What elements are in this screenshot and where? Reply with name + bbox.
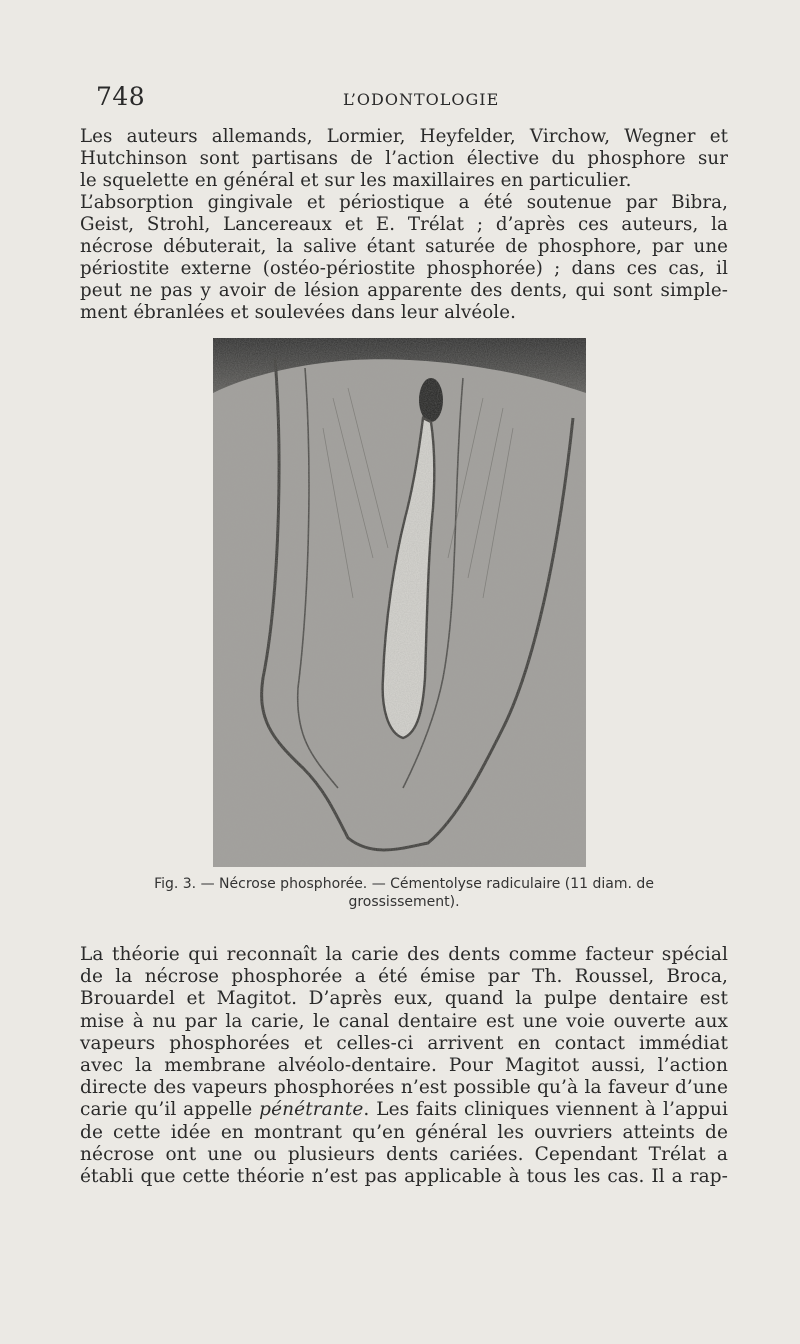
text-fragment: carie qu’il appelle bbox=[80, 1099, 260, 1121]
text-line: établi que cette théorie n’est pas applicable à tous les cas. Il a rap- bbox=[80, 1166, 728, 1188]
running-title: L’ODONTOLOGIE bbox=[343, 90, 500, 109]
figure-caption bbox=[80, 875, 728, 911]
text-line bbox=[80, 1099, 728, 1121]
text-line: directe des vapeurs phosphorées n’est possible qu’à la faveur d’une bbox=[80, 1077, 728, 1099]
text-line: périostite externe (ostéo-périostite phosphorée) ; dans ces cas, il bbox=[80, 258, 728, 279]
paragraph-1 bbox=[80, 126, 728, 324]
text-line: nécrose ont une ou plusieurs dents cariées. Cependant Trélat a bbox=[80, 1143, 728, 1165]
text-line: de cette idée en montrant qu’en général les ouvriers atteints de bbox=[80, 1121, 728, 1143]
italic-term: pénétrante bbox=[259, 1099, 364, 1121]
tooth-section-illustration bbox=[213, 338, 586, 867]
text-line: Geist, Strohl, Lancereaux et E. Trélat ; d’après ces auteurs, la bbox=[80, 214, 728, 235]
text-line: de la nécrose phosphorée a été émise par Th. Roussel, Broca, bbox=[80, 966, 728, 988]
caption-line: grossissement). bbox=[348, 894, 460, 910]
text-line: mise à nu par la carie, le canal dentaire est une voie ouverte aux bbox=[80, 1010, 728, 1032]
page-number: 748 bbox=[96, 82, 146, 111]
text-line: ment ébranlées et soulevées dans leur alvéole. bbox=[80, 302, 516, 323]
paragraph-2 bbox=[80, 944, 728, 1188]
text-line: Hutchinson sont partisans de l’action élective du phosphore sur bbox=[80, 148, 728, 169]
caption-line: Fig. 3. — Nécrose phosphorée. — Cémentolyse radiculaire (11 diam. de bbox=[154, 876, 654, 892]
text-line: Les auteurs allemands, Lormier, Heyfelder, Virchow, Wegner et bbox=[80, 126, 728, 147]
micrograph-figure bbox=[213, 338, 586, 867]
text-fragment: . Les faits cliniques viennent à l’appui bbox=[363, 1099, 728, 1121]
text-line: avec la membrane alvéolo-dentaire. Pour Magitot aussi, l’action bbox=[80, 1055, 728, 1077]
text-line: nécrose débuterait, la salive étant saturée de phosphore, par une bbox=[80, 236, 728, 257]
text-line: La théorie qui reconnaît la carie des dents comme facteur spécial bbox=[80, 944, 728, 965]
text-line: vapeurs phosphorées et celles-ci arrivent en contact immédiat bbox=[80, 1032, 728, 1054]
text-line: Brouardel et Magitot. D’après eux, quand la pulpe dentaire est bbox=[80, 988, 728, 1010]
text-line: le squelette en général et sur les maxillaires en particulier. bbox=[80, 170, 632, 191]
text-line: peut ne pas y avoir de lésion apparente des dents, qui sont simple- bbox=[80, 280, 728, 301]
text-line: L’absorption gingivale et périostique a été soutenue par Bibra, bbox=[80, 192, 728, 213]
